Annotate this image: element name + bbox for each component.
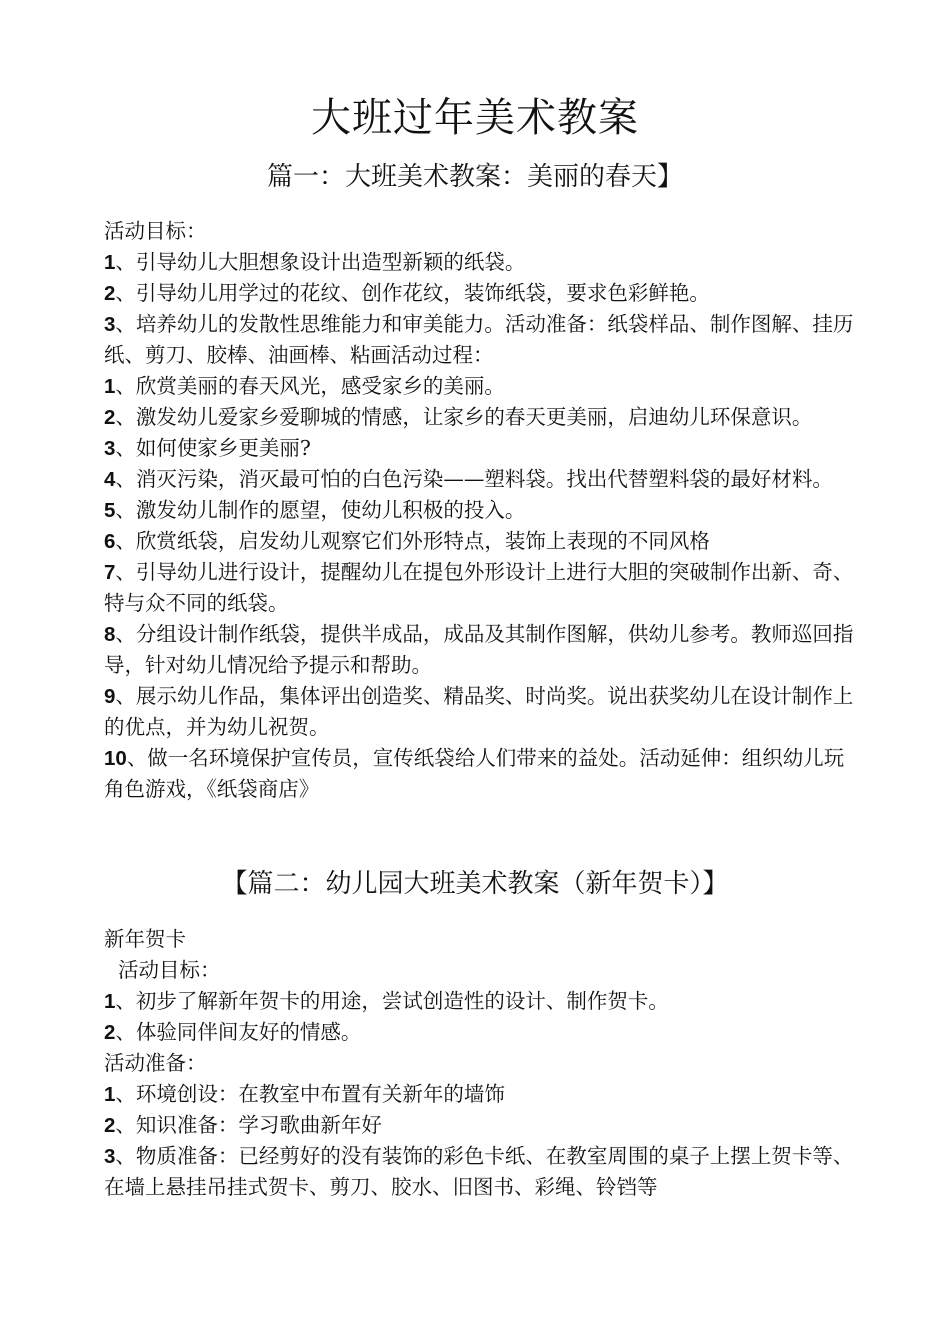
section2-body xyxy=(104,924,854,1203)
list-item xyxy=(104,495,854,526)
item-number: 2 xyxy=(104,282,116,305)
section2-subtitle: 新年贺卡 xyxy=(104,927,186,951)
item-number: 8 xyxy=(104,623,116,646)
item-text: 、引导幼儿用学过的花纹、创作花纹，装饰纸袋，要求色彩鲜艳。 xyxy=(115,281,710,305)
item-text: 、欣赏美丽的春天风光，感受家乡的美丽。 xyxy=(115,374,505,398)
section1-item-list xyxy=(104,247,854,805)
item-number: 1 xyxy=(104,251,116,274)
item-number: 2 xyxy=(104,1021,116,1044)
section2-heading: 【篇二：幼儿园大班美术教案（新年贺卡）】 xyxy=(221,869,729,899)
item-text: 、培养幼儿的发散性思维能力和审美能力。活动准备：纸袋样品、制作图解、挂历纸、剪刀、胶棒、油画棒、粘画活动过程： xyxy=(104,312,854,367)
item-number: 1 xyxy=(104,1083,116,1106)
item-number: 6 xyxy=(104,530,116,553)
item-number: 7 xyxy=(104,561,116,584)
item-text: 、初步了解新年贺卡的用途，尝试创造性的设计、制作贺卡。 xyxy=(115,989,669,1013)
item-number: 2 xyxy=(104,406,116,429)
list-item xyxy=(104,1017,854,1048)
section1-body xyxy=(104,216,854,805)
item-text: 、知识准备：学习歌曲新年好 xyxy=(115,1113,382,1137)
document-title: 大班过年美术教案 xyxy=(311,95,639,141)
list-item xyxy=(104,464,854,495)
item-text: 、分组设计制作纸袋，提供半成品，成品及其制作图解，供幼儿参考。教师巡回指导，针对幼儿情况给予提示和帮助。 xyxy=(104,622,854,677)
item-number: 9 xyxy=(104,685,116,708)
list-item xyxy=(104,1079,854,1110)
item-number: 1 xyxy=(104,375,116,398)
list-item xyxy=(104,309,854,371)
item-text: 、激发幼儿爱家乡爱聊城的情感，让家乡的春天更美丽，启迪幼儿环保意识。 xyxy=(115,405,813,429)
list-item xyxy=(104,371,854,402)
list-item xyxy=(104,1141,854,1203)
item-text: 、欣赏纸袋，启发幼儿观察它们外形特点，装饰上表现的不同风格 xyxy=(115,529,710,553)
list-item xyxy=(104,1110,854,1141)
item-number: 3 xyxy=(104,437,116,460)
item-text: 、环境创设：在教室中布置有关新年的墙饰 xyxy=(115,1082,505,1106)
list-item xyxy=(104,557,854,619)
item-number: 10 xyxy=(104,747,127,770)
item-number: 3 xyxy=(104,1145,116,1168)
list-item xyxy=(104,278,854,309)
item-number: 3 xyxy=(104,313,116,336)
section2-goal-label: 活动目标： xyxy=(118,958,221,982)
section1-heading: 篇一：大班美术教案：美丽的春天】 xyxy=(266,162,683,192)
item-text: 、引导幼儿进行设计，提醒幼儿在提包外形设计上进行大胆的突破制作出新、奇、特与众不同的纸袋。 xyxy=(104,560,854,615)
list-item xyxy=(104,743,854,805)
list-item xyxy=(104,681,854,743)
item-text: 、如何使家乡更美丽? xyxy=(115,436,311,460)
item-number: 1 xyxy=(104,990,116,1013)
item-number: 2 xyxy=(104,1114,116,1137)
item-text: 、展示幼儿作品，集体评出创造奖、精品奖、时尚奖。说出获奖幼儿在设计制作上的优点，并为幼儿祝贺。 xyxy=(104,684,854,739)
list-item xyxy=(104,247,854,278)
section1-goal-label: 活动目标： xyxy=(104,219,207,243)
item-text: 、做一名环境保护宣传员，宣传纸袋给人们带来的益处。活动延伸：组织幼儿玩角色游戏，《纸袋商店》 xyxy=(104,746,845,801)
list-item xyxy=(104,433,854,464)
item-number: 5 xyxy=(104,499,116,522)
section2-prep-label: 活动准备： xyxy=(104,1051,207,1075)
item-text: 、体验同伴间友好的情感。 xyxy=(115,1020,362,1044)
section2-goal-list xyxy=(104,986,854,1048)
item-text: 、物质准备：已经剪好的没有装饰的彩色卡纸、在教室周围的桌子上摆上贺卡等、在墙上悬挂吊挂式贺卡、剪刀、胶水、旧图书、彩绳、铃铛等 xyxy=(104,1144,854,1199)
item-text: 、消灭污染，消灭最可怕的白色污染——塑料袋。找出代替塑料袋的最好材料。 xyxy=(115,467,833,491)
list-item xyxy=(104,986,854,1017)
list-item xyxy=(104,402,854,433)
list-item xyxy=(104,619,854,681)
list-item xyxy=(104,526,854,557)
section2-prep-list xyxy=(104,1079,854,1203)
item-number: 4 xyxy=(104,468,116,491)
item-text: 、引导幼儿大胆想象设计出造型新颖的纸袋。 xyxy=(115,250,526,274)
item-text: 、激发幼儿制作的愿望，使幼儿积极的投入。 xyxy=(115,498,526,522)
